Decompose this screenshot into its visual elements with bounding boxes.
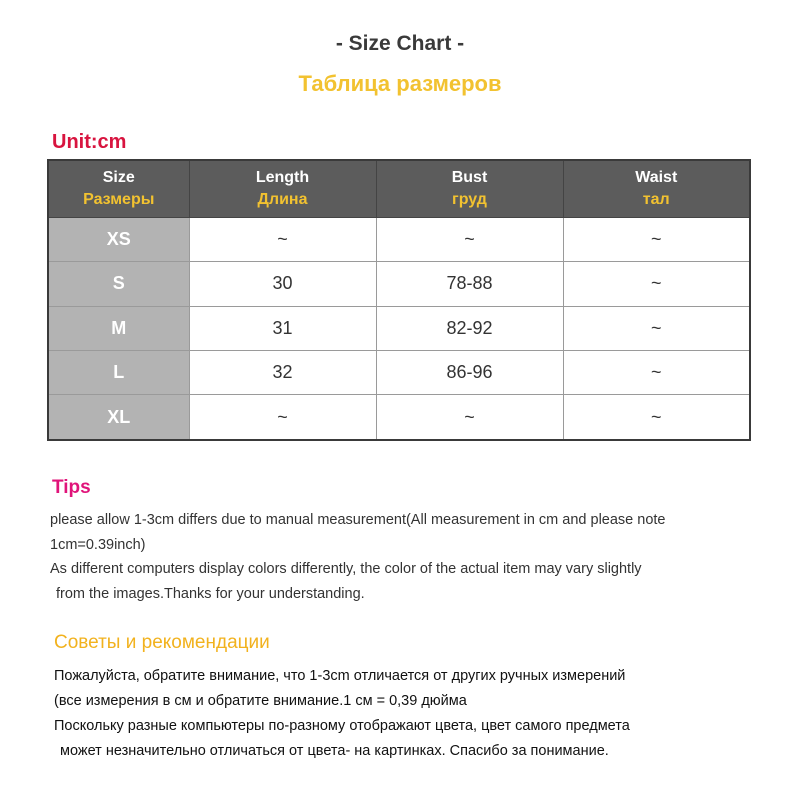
header-waist: Waist тал xyxy=(563,160,750,218)
page-title-ru: Таблица размеров xyxy=(298,71,502,96)
tips-line: please allow 1-3cm differs due to manual measurement(All measurement in cm and please note xyxy=(50,512,666,528)
tips-line: As different computers display colors differently, the color of the actual item may vary slightly xyxy=(50,561,642,577)
header-length: Length Длина xyxy=(189,160,376,218)
table-row xyxy=(48,395,750,440)
tips-line-ru: (все измерения в см и обратите внимание.1 см = 0,39 дюйма xyxy=(54,693,467,709)
tips-line-ru: Поскольку разные компьютеры по-разному отображают цвета, цвет самого предмета xyxy=(54,718,630,734)
tips-text xyxy=(50,508,790,606)
table-header-row xyxy=(48,160,750,218)
page-title: - Size Chart - xyxy=(335,32,465,55)
table-row xyxy=(48,218,750,262)
bust-cell: ~ xyxy=(376,218,563,262)
bust-cell: 82-92 xyxy=(376,306,563,350)
tips-line-ru: может незначительно отличаться от цвета- на картинках. Спасибо за понимание. xyxy=(60,743,609,759)
length-cell: ~ xyxy=(189,218,376,262)
bust-cell: ~ xyxy=(376,395,563,440)
table-row xyxy=(48,306,750,350)
size-cell: XS xyxy=(48,218,189,262)
tips-text-ru xyxy=(54,664,794,764)
size-cell: L xyxy=(48,350,189,394)
waist-cell: ~ xyxy=(563,218,750,262)
header-bust: Bust груд xyxy=(376,160,563,218)
length-cell: ~ xyxy=(189,395,376,440)
size-cell: S xyxy=(48,262,189,306)
tips-line: 1cm=0.39inch) xyxy=(50,536,146,553)
bust-cell: 86-96 xyxy=(376,350,563,394)
tips-line-ru: Пожалуйста, обратите внимание, что 1-3cm отличается от других ручных измерений xyxy=(54,668,626,684)
tips-heading: Tips xyxy=(52,477,91,498)
length-cell: 30 xyxy=(189,262,376,306)
table-row xyxy=(48,350,750,394)
waist-cell: ~ xyxy=(563,350,750,394)
unit-label: Unit:cm xyxy=(52,131,127,153)
waist-cell: ~ xyxy=(563,262,750,306)
length-cell: 31 xyxy=(189,306,376,350)
waist-cell: ~ xyxy=(563,395,750,440)
length-cell: 32 xyxy=(189,350,376,394)
size-cell: M xyxy=(48,306,189,350)
tips-heading-ru: Советы и рекомендации xyxy=(54,632,270,653)
table-row xyxy=(48,262,750,306)
tips-line: from the images.Thanks for your understanding. xyxy=(56,585,365,602)
header-size: Size Размеры xyxy=(48,160,189,218)
size-cell: XL xyxy=(48,395,189,440)
bust-cell: 78-88 xyxy=(376,262,563,306)
size-table xyxy=(47,159,751,441)
waist-cell: ~ xyxy=(563,306,750,350)
